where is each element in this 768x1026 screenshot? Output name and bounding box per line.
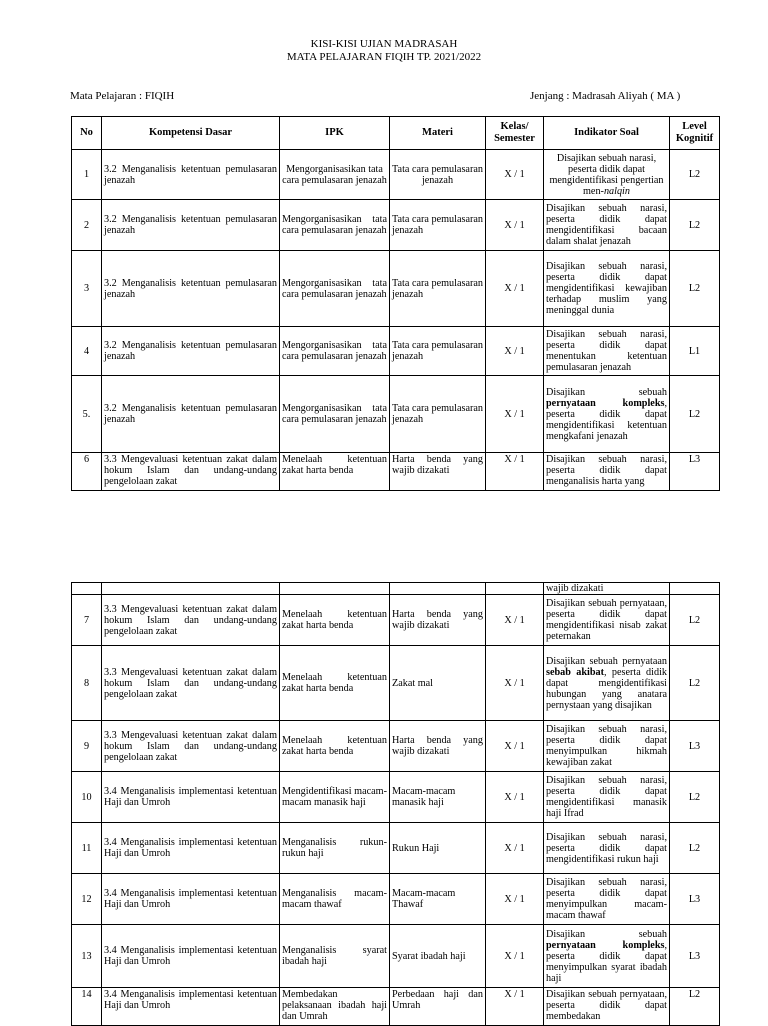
table-row bbox=[72, 721, 720, 772]
ipk-cell: Menelaah ketentuan zakat harta benda bbox=[280, 646, 390, 721]
materi-cell: Macam-macam manasik haji bbox=[390, 772, 486, 823]
indikator-text: Disajikan sebuah pernyataan bbox=[546, 655, 667, 667]
header-level-kognitif: Level Kognitif bbox=[670, 117, 720, 150]
indikator-text: Disajikan sebuah narasi, peserta didik dapat mengidentifikasi pengertian men- bbox=[549, 152, 664, 197]
level-cell: L2 bbox=[670, 823, 720, 874]
row-number: 6 bbox=[72, 453, 102, 491]
indikator-cell bbox=[544, 646, 670, 721]
materi-cell: Harta benda yang wajib dizakati bbox=[390, 453, 486, 491]
indikator-bold-term: pernyataan kompleks bbox=[546, 939, 665, 951]
materi-cell: Perbedaan haji dan Umrah bbox=[390, 988, 486, 1026]
indikator-bold-term: pernyataan kompleks bbox=[546, 397, 665, 409]
header-ipk: IPK bbox=[280, 117, 390, 150]
indikator-cell: Disajikan sebuah narasi, peserta didik dapat menentukan ketentuan pemulasaran jenazah bbox=[544, 327, 670, 376]
kompetensi-dasar-cell: 3.4 Menganalisis implementasi ketentuan Haji dan Umroh bbox=[102, 823, 280, 874]
table-row bbox=[72, 453, 720, 491]
kelas-cell: X / 1 bbox=[486, 150, 544, 200]
kompetensi-dasar-cell: 3.4 Menganalisis implementasi ketentuan Haji dan Umroh bbox=[102, 988, 280, 1026]
table-row bbox=[72, 925, 720, 988]
kelas-cell: X / 1 bbox=[486, 874, 544, 925]
kelas-cell: X / 1 bbox=[486, 200, 544, 251]
table-row bbox=[72, 251, 720, 327]
kompetensi-dasar-cell: 3.3 Mengevaluasi ketentuan zakat dalam hokum Islam dan undang-undang pengelolaan zakat bbox=[102, 646, 280, 721]
materi-cell: Harta benda yang wajib dizakati bbox=[390, 595, 486, 646]
indikator-text: Disajikan sebuah bbox=[546, 386, 667, 398]
level-label: Jenjang : Madrasah Aliyah ( MA ) bbox=[530, 90, 681, 102]
materi-cell: Syarat ibadah haji bbox=[390, 925, 486, 988]
kelas-cell: X / 1 bbox=[486, 595, 544, 646]
level-cell: L2 bbox=[670, 646, 720, 721]
table-row bbox=[72, 327, 720, 376]
kompetensi-dasar-cell: 3.4 Menganalisis implementasi ketentuan Haji dan Umroh bbox=[102, 925, 280, 988]
materi-cell: Harta benda yang wajib dizakati bbox=[390, 721, 486, 772]
ipk-cell: Mengorganisasikan tata cara pemulasaran jenazah bbox=[280, 327, 390, 376]
ipk-cell: Menelaah ketentuan zakat harta benda bbox=[280, 595, 390, 646]
row-number: 10 bbox=[72, 772, 102, 823]
empty-cell bbox=[390, 583, 486, 595]
ipk-cell: Menelaah ketentuan zakat harta benda bbox=[280, 453, 390, 491]
header-no: No bbox=[72, 117, 102, 150]
indikator-bold-term: sebab akibat bbox=[546, 666, 604, 678]
kompetensi-dasar-cell: 3.3 Mengevaluasi ketentuan zakat dalam hokum Islam dan undang-undang pengelolaan zakat bbox=[102, 453, 280, 491]
row-number: 11 bbox=[72, 823, 102, 874]
ipk-cell: Mengorganisasikan tata cara pemulasaran jenazah bbox=[280, 200, 390, 251]
indikator-cell: Disajikan sebuah narasi, peserta didik dapat menyimpulkan macam-macam thawaf bbox=[544, 874, 670, 925]
ipk-cell: Menelaah ketentuan zakat harta benda bbox=[280, 721, 390, 772]
materi-cell: Tata cara pemulasaran jenazah bbox=[390, 200, 486, 251]
table-row bbox=[72, 646, 720, 721]
level-cell: L2 bbox=[670, 200, 720, 251]
header-kompetensi-dasar: Kompetensi Dasar bbox=[102, 117, 280, 150]
ipk-cell: Mengorganisasikan tata cara pemulasaran jenazah bbox=[280, 376, 390, 453]
kelas-cell: X / 1 bbox=[486, 925, 544, 988]
kompetensi-dasar-cell: 3.2 Menganalisis ketentuan pemulasaran jenazah bbox=[102, 327, 280, 376]
indikator-cell: Disajikan sebuah pernyataan, peserta didik dapat membedakan bbox=[544, 988, 670, 1026]
kelas-cell: X / 1 bbox=[486, 327, 544, 376]
row-number: 9 bbox=[72, 721, 102, 772]
kompetensi-dasar-cell: 3.2 Menganalisis ketentuan pemulasaran jenazah bbox=[102, 150, 280, 200]
kelas-cell: X / 1 bbox=[486, 823, 544, 874]
indikator-cell: Disajikan sebuah narasi, peserta didik dapat menganalisis harta yang bbox=[544, 453, 670, 491]
row-number: 3 bbox=[72, 251, 102, 327]
ipk-cell: Mengorganisasikan tata cara pemulasaran jenazah bbox=[280, 251, 390, 327]
header-indikator-soal: Indikator Soal bbox=[544, 117, 670, 150]
kelas-cell: X / 1 bbox=[486, 251, 544, 327]
row-number: 7 bbox=[72, 595, 102, 646]
row-number: 4 bbox=[72, 327, 102, 376]
indikator-cell bbox=[544, 376, 670, 453]
kelas-cell: X / 1 bbox=[486, 646, 544, 721]
row-number: 13 bbox=[72, 925, 102, 988]
materi-cell: Tata cara pemulasaran jenazah bbox=[390, 150, 486, 200]
level-cell: L2 bbox=[670, 376, 720, 453]
row-number: 8 bbox=[72, 646, 102, 721]
empty-cell bbox=[72, 583, 102, 595]
level-cell: L2 bbox=[670, 772, 720, 823]
table-row bbox=[72, 823, 720, 874]
materi-cell: Macam-macam Thawaf bbox=[390, 874, 486, 925]
kelas-cell: X / 1 bbox=[486, 988, 544, 1026]
level-cell: L3 bbox=[670, 453, 720, 491]
table-row bbox=[72, 595, 720, 646]
exam-grid-table-page1 bbox=[71, 116, 720, 491]
header-materi: Materi bbox=[390, 117, 486, 150]
table-row bbox=[72, 988, 720, 1026]
table-row bbox=[72, 874, 720, 925]
row-number: 1 bbox=[72, 150, 102, 200]
row-number: 14 bbox=[72, 988, 102, 1026]
kompetensi-dasar-cell: 3.2 Menganalisis ketentuan pemulasaran jenazah bbox=[102, 376, 280, 453]
level-cell: L2 bbox=[670, 595, 720, 646]
kompetensi-dasar-cell: 3.2 Menganalisis ketentuan pemulasaran jenazah bbox=[102, 251, 280, 327]
kelas-cell: X / 1 bbox=[486, 721, 544, 772]
kelas-cell: X / 1 bbox=[486, 376, 544, 453]
kompetensi-dasar-cell: 3.3 Mengevaluasi ketentuan zakat dalam hokum Islam dan undang-undang pengelolaan zakat bbox=[102, 721, 280, 772]
level-cell: L3 bbox=[670, 925, 720, 988]
level-cell: L2 bbox=[670, 150, 720, 200]
materi-cell: Tata cara pemulasaran jenazah bbox=[390, 251, 486, 327]
indikator-cell bbox=[544, 150, 670, 200]
empty-cell bbox=[670, 583, 720, 595]
table-row bbox=[72, 150, 720, 200]
table-header-row bbox=[72, 117, 720, 150]
subject-label: Mata Pelajaran : FIQIH bbox=[70, 90, 175, 102]
empty-cell bbox=[486, 583, 544, 595]
indikator-cell: Disajikan sebuah narasi, peserta didik dapat mengidentifikasi kewajiban terhadap muslim yang meninggal dunia bbox=[544, 251, 670, 327]
kelas-cell: X / 1 bbox=[486, 453, 544, 491]
indikator-continuation-cell: wajib dizakati bbox=[544, 583, 670, 595]
materi-cell: Tata cara pemulasaran jenazah bbox=[390, 376, 486, 453]
indikator-cell: Disajikan sebuah narasi, peserta didik dapat mengidentifikasi bacaan dalam shalat jenazah bbox=[544, 200, 670, 251]
ipk-cell: Membedakan pelaksanaan ibadah haji dan Umrah bbox=[280, 988, 390, 1026]
indikator-text: , peserta didik dapat mengidentifikasi ketentuan mengkafani jenazah bbox=[546, 397, 667, 442]
kompetensi-dasar-cell: 3.3 Mengevaluasi ketentuan zakat dalam hokum Islam dan undang-undang pengelolaan zakat bbox=[102, 595, 280, 646]
kompetensi-dasar-cell: 3.4 Menganalisis implementasi ketentuan Haji dan Umroh bbox=[102, 772, 280, 823]
level-cell: L3 bbox=[670, 721, 720, 772]
row-number: 2 bbox=[72, 200, 102, 251]
indikator-italic-term: nalqin bbox=[603, 185, 630, 197]
ipk-cell: Mengorganisasikan tata cara pemulasaran jenazah bbox=[280, 150, 390, 200]
indikator-text: , peserta didik dapat mengidentifikasi hubungan yang anatara pernystaan yang disajikan bbox=[546, 666, 668, 711]
table-row bbox=[72, 200, 720, 251]
level-cell: L2 bbox=[670, 251, 720, 327]
ipk-cell: Mengidentifikasi macam-macam manasik haji bbox=[280, 772, 390, 823]
exam-grid-table-page2 bbox=[71, 582, 720, 1026]
empty-cell bbox=[280, 583, 390, 595]
row-number: 5. bbox=[72, 376, 102, 453]
materi-cell: Rukun Haji bbox=[390, 823, 486, 874]
document-subtitle: MATA PELAJARAN FIQIH TP. 2021/2022 bbox=[286, 51, 482, 63]
kelas-cell: X / 1 bbox=[486, 772, 544, 823]
kompetensi-dasar-cell: 3.4 Menganalisis implementasi ketentuan Haji dan Umroh bbox=[102, 874, 280, 925]
indikator-cell: Disajikan sebuah narasi, peserta didik dapat mengidentifikasi manasik haji Ifrad bbox=[544, 772, 670, 823]
level-cell: L3 bbox=[670, 874, 720, 925]
indikator-cell bbox=[544, 925, 670, 988]
level-cell: L2 bbox=[670, 988, 720, 1026]
materi-cell: Tata cara pemulasaran jenazah bbox=[390, 327, 486, 376]
ipk-cell: Menganalisis syarat ibadah haji bbox=[280, 925, 390, 988]
level-cell: L1 bbox=[670, 327, 720, 376]
indikator-text: , peserta didik dapat menyimpulkan syarat ibadah haji bbox=[546, 939, 667, 984]
empty-cell bbox=[102, 583, 280, 595]
indikator-cell: Disajikan sebuah narasi, peserta didik dapat mengidentifikasi rukun haji bbox=[544, 823, 670, 874]
ipk-cell: Menganalisis rukun-rukun haji bbox=[280, 823, 390, 874]
indikator-cell: Disajikan sebuah pernyataan, peserta didik dapat mengidentifikasi nisab zakat peternakan bbox=[544, 595, 670, 646]
indikator-cell: Disajikan sebuah narasi, peserta didik dapat menyimpulkan hikmah kewajiban zakat bbox=[544, 721, 670, 772]
header-kelas-semester: Kelas/ Semester bbox=[486, 117, 544, 150]
row-number: 12 bbox=[72, 874, 102, 925]
document-title: KISI-KISI UJIAN MADRASAH bbox=[310, 38, 458, 50]
table-row bbox=[72, 772, 720, 823]
kompetensi-dasar-cell: 3.2 Menganalisis ketentuan pemulasaran jenazah bbox=[102, 200, 280, 251]
materi-cell: Zakat mal bbox=[390, 646, 486, 721]
indikator-text: Disajikan sebuah bbox=[546, 928, 667, 940]
table-continuation-row bbox=[72, 583, 720, 595]
ipk-cell: Menganalisis macam-macam thawaf bbox=[280, 874, 390, 925]
table-row bbox=[72, 376, 720, 453]
